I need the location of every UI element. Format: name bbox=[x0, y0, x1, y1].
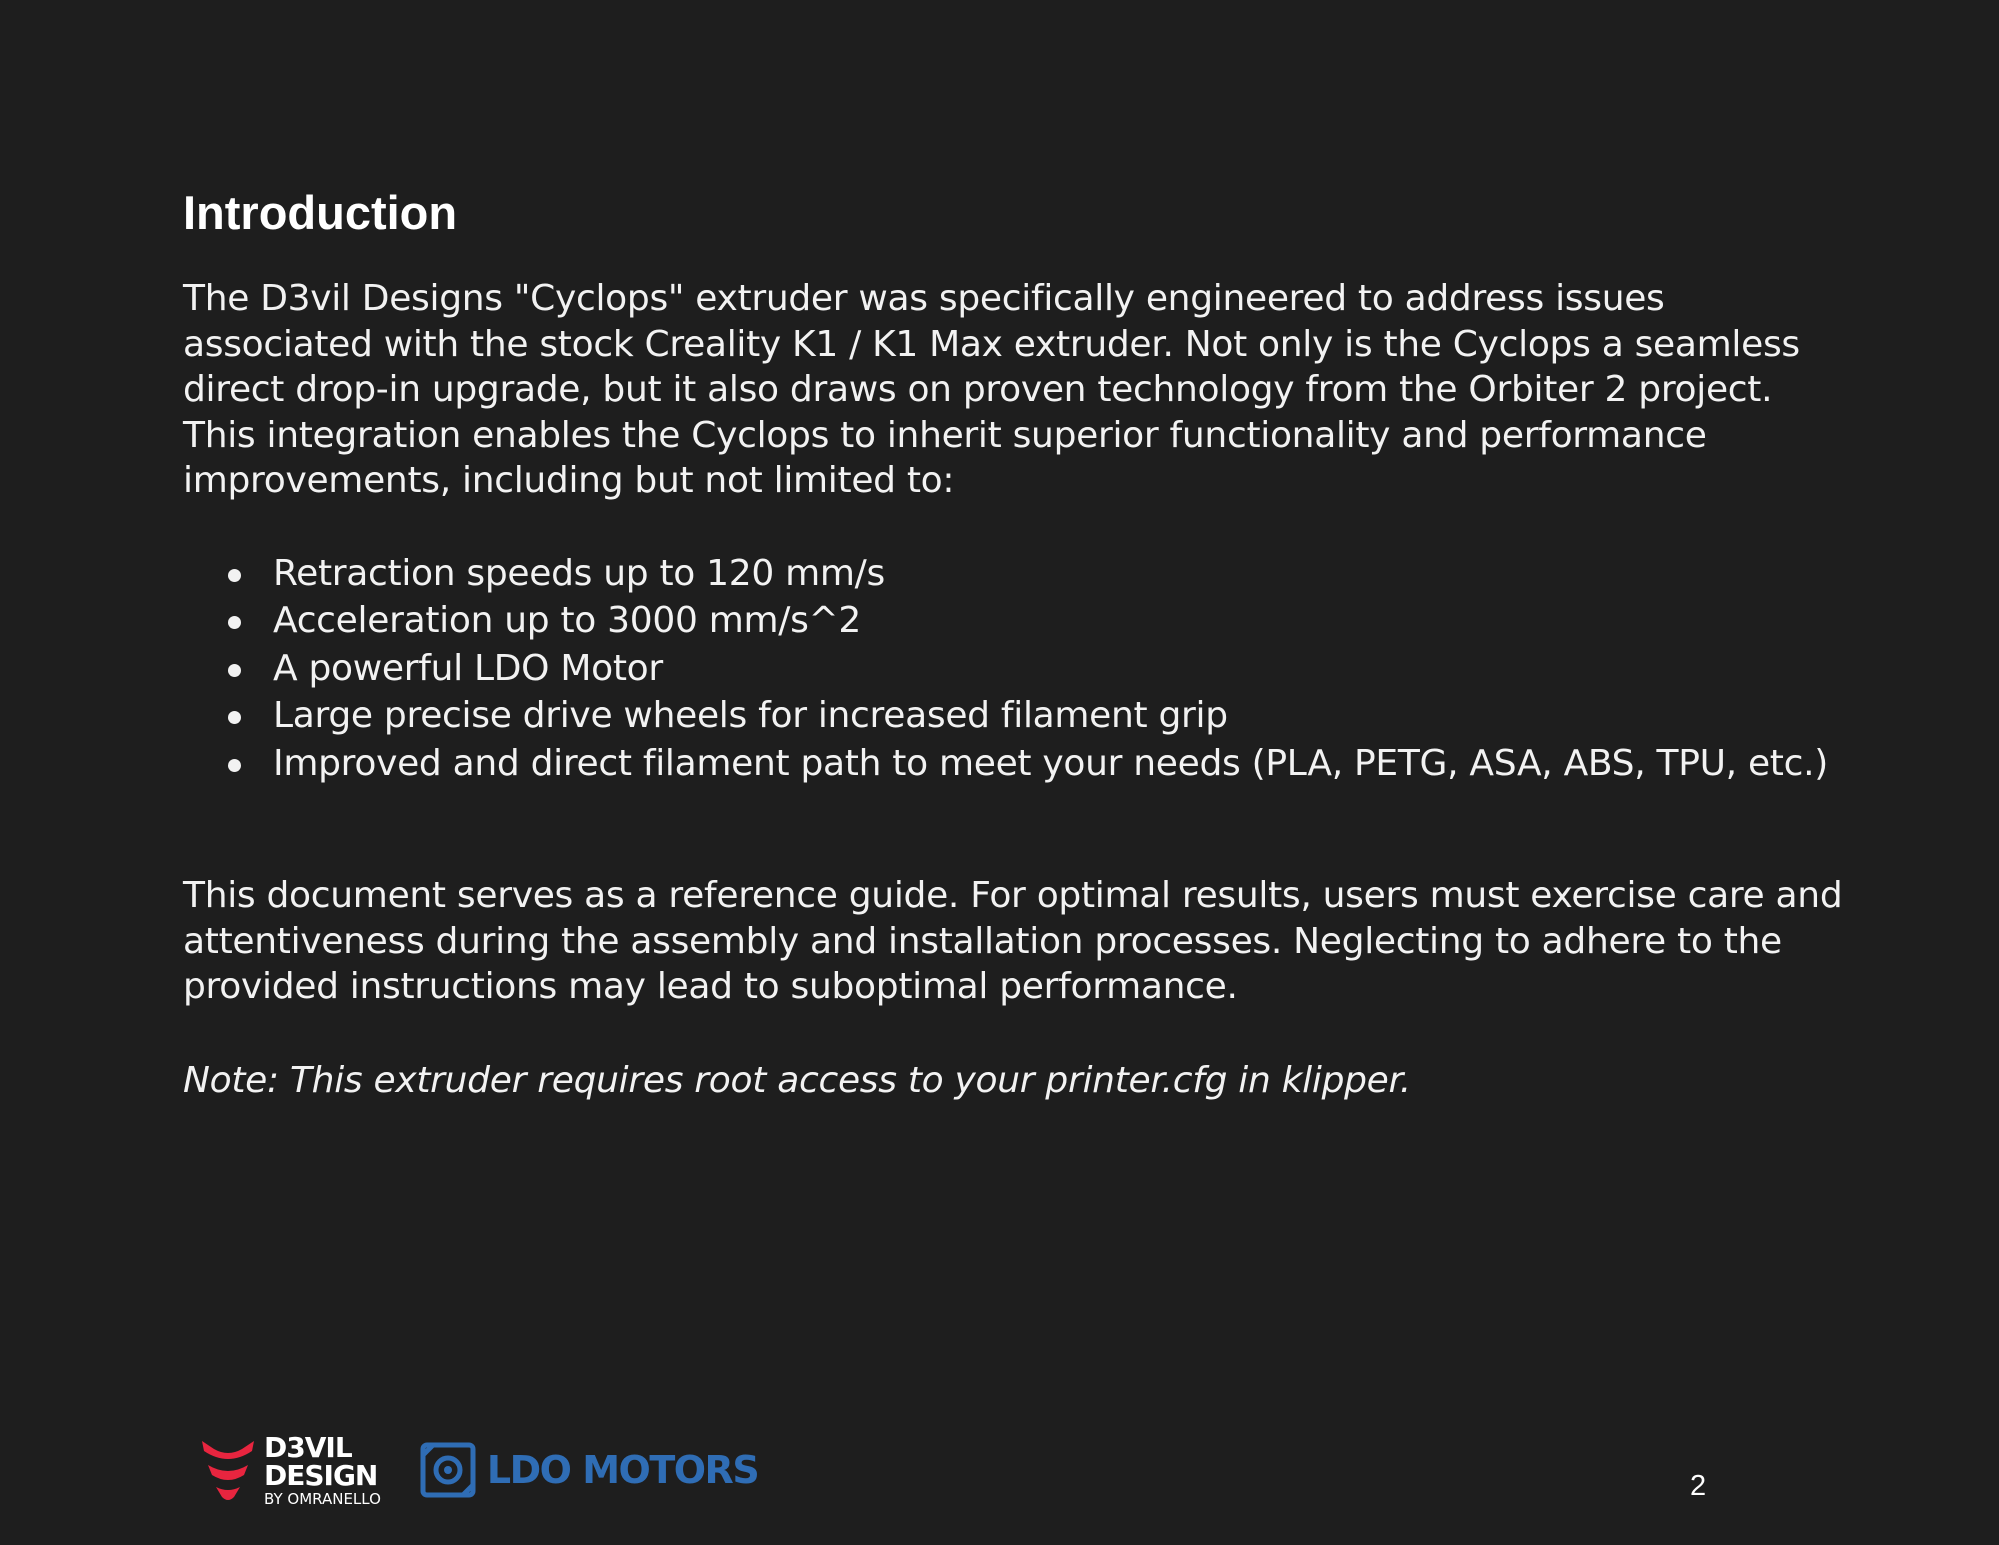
feature-list-item bbox=[228, 645, 1843, 693]
feature-text: Acceleration up to 3000 mm/s^2 bbox=[273, 600, 861, 641]
feature-text: Large precise drive wheels for increased filament grip bbox=[273, 695, 1228, 736]
devil-logo-line: DESIGN bbox=[264, 1458, 378, 1492]
d3vil-design-logo bbox=[200, 1430, 381, 1508]
section-heading: Introduction bbox=[183, 186, 458, 239]
feature-text: Improved and direct filament path to meet your needs (PLA, PETG, ASA, ABS, TPU, etc.) bbox=[273, 742, 1828, 784]
ldo-logo-wordmark: LDO MOTORS bbox=[486, 1448, 759, 1492]
ldo-motor-icon bbox=[419, 1441, 477, 1499]
bullet-icon bbox=[228, 616, 241, 629]
reference-paragraph: This document serves as a reference guide. For optimal results, users must exercise care and attentiveness during the assembly and installation processes. Neglecting to adhere to the provided instructions may lead to suboptimal performance. bbox=[183, 875, 1843, 1007]
intro-paragraph: The D3vil Designs "Cyclops" extruder was specifically engineered to address issues associated with the stock Creality K1 / K1 Max extruder. Not only is the Cyclops a seamless direct drop-in upgrade, but it also draws on proven technology from the Orbiter 2 project. This integration enables the Cyclops to inherit superior functionality and performance improvements, including but not limited to: bbox=[183, 278, 1800, 501]
feature-list-item bbox=[228, 740, 1843, 788]
devil-logo-line: BY OMRANELLO bbox=[264, 1489, 381, 1508]
root-access-note: Note: This extruder requires root access to your printer.cfg in klipper. bbox=[183, 1059, 1411, 1101]
feature-list-item bbox=[228, 550, 1843, 598]
devil-horns-icon bbox=[200, 1435, 256, 1505]
feature-list bbox=[228, 550, 1843, 788]
feature-list-item bbox=[228, 597, 1843, 645]
bullet-icon bbox=[228, 569, 241, 582]
devil-logo-wordmark bbox=[264, 1430, 381, 1508]
devil-logo-line: D3VIL bbox=[264, 1430, 352, 1464]
bullet-icon bbox=[228, 711, 241, 724]
bullet-icon bbox=[228, 664, 241, 677]
feature-text: A powerful LDO Motor bbox=[273, 647, 663, 689]
feature-list-item bbox=[228, 692, 1843, 740]
page-number: 2 bbox=[1690, 1470, 1707, 1502]
ldo-motors-logo bbox=[419, 1441, 758, 1499]
feature-text: Retraction speeds up to 120 mm/s bbox=[273, 552, 885, 594]
footer-logos bbox=[200, 1430, 758, 1510]
page-content bbox=[183, 180, 1843, 1139]
bullet-icon bbox=[228, 759, 241, 772]
